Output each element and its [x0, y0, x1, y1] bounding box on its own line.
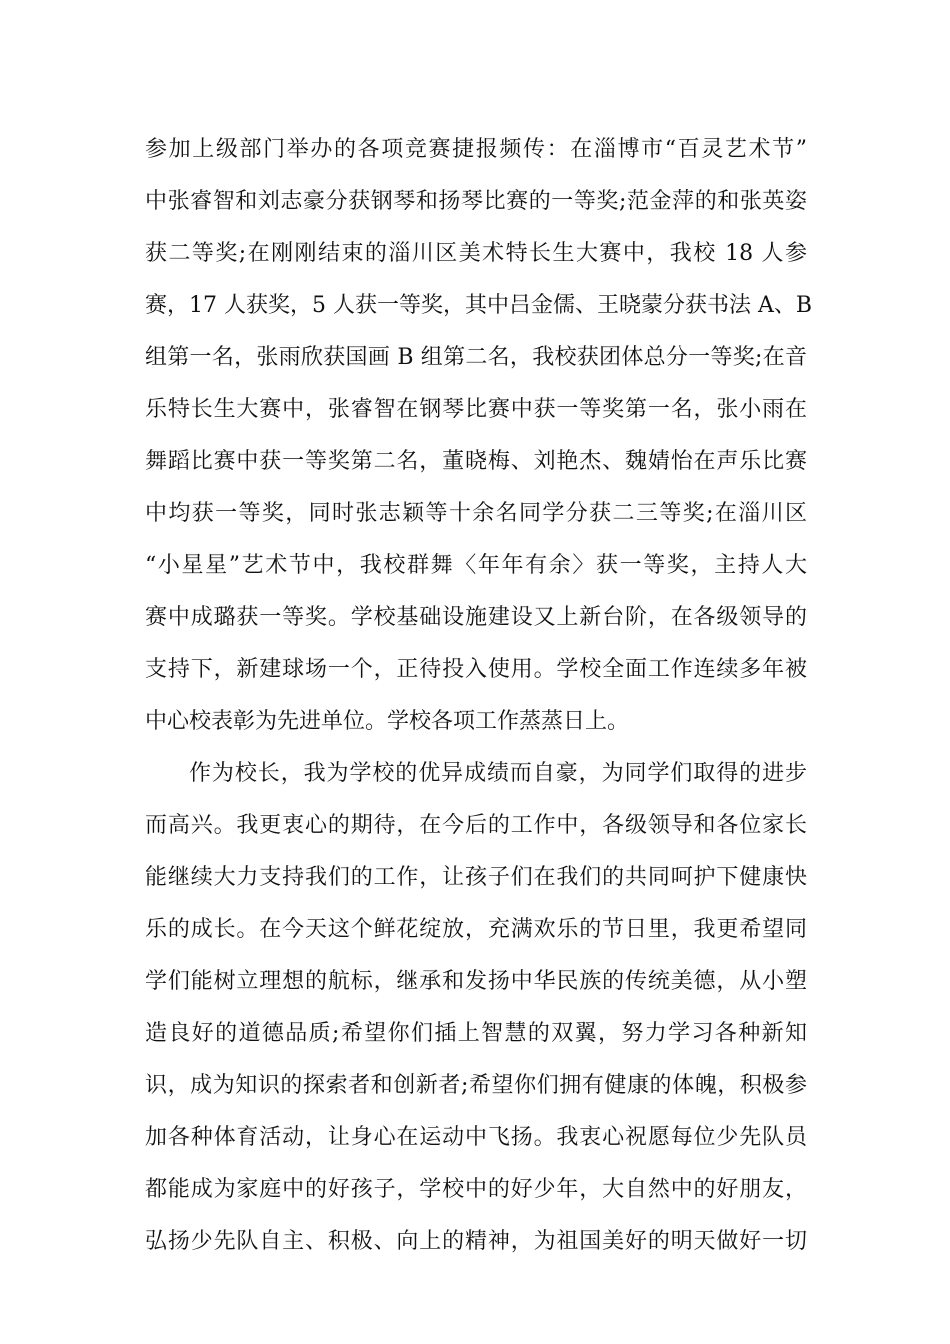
text-line: 而高兴。我更衷心的期待，在今后的工作中，各级领导和各位家长 — [145, 813, 807, 838]
text-line: 乐的成长。在今天这个鲜花绽放，充满欢乐的节日里，我更希望同 — [145, 917, 807, 942]
text-line: 加各种体育活动，让身心在运动中飞扬。我衷心祝愿每位少先队员 — [145, 1125, 807, 1150]
text-line: 弘扬少先队自主、积极、向上的精神，为祖国美好的明天做好一切 — [145, 1229, 807, 1254]
text-line: 赛中成璐获一等奖。学校基础设施建设又上新台阶，在各级领导的 — [145, 605, 807, 630]
text-line: 都能成为家庭中的好孩子，学校中的好少年，大自然中的好朋友， — [145, 1177, 807, 1202]
text-line: 中均获一等奖，同时张志颖等十余名同学分获二三等奖;在淄川区 — [145, 501, 807, 526]
paragraph-first-line: 作为校长，我为学校的优异成绩而自豪，为同学们取得的进步 — [189, 761, 807, 786]
text-line: 组第一名，张雨欣获国画 B 组第二名，我校获团体总分一等奖;在音 — [145, 345, 807, 370]
text-line: 中张睿智和刘志豪分获钢琴和扬琴比赛的一等奖;范金萍的和张英姿 — [145, 189, 807, 214]
text-line: 学们能树立理想的航标，继承和发扬中华民族的传统美德，从小塑 — [145, 969, 807, 994]
text-line: “小星星”艺术节中，我校群舞〈年年有余〉获一等奖，主持人大 — [145, 553, 807, 578]
text-line: 参加上级部门举办的各项竞赛捷报频传：在淄博市“百灵艺术节” — [145, 137, 807, 162]
text-line: 造良好的道德品质;希望你们插上智慧的双翼，努力学习各种新知 — [145, 1021, 807, 1046]
text-line: 舞蹈比赛中获一等奖第二名，董晓梅、刘艳杰、魏婧怡在声乐比赛 — [145, 449, 807, 474]
text-line: 乐特长生大赛中，张睿智在钢琴比赛中获一等奖第一名，张小雨在 — [145, 397, 807, 422]
text-line: 赛，17 人获奖，5 人获一等奖，其中吕金儒、王晓蒙分获书法 A、B — [145, 293, 813, 318]
text-line: 中心校表彰为先进单位。学校各项工作蒸蒸日上。 — [145, 709, 630, 734]
text-line: 能继续大力支持我们的工作，让孩子们在我们的共同呵护下健康快 — [145, 865, 807, 890]
text-line: 识，成为知识的探索者和创新者;希望你们拥有健康的体魄，积极参 — [145, 1073, 807, 1098]
text-line: 获二等奖;在刚刚结束的淄川区美术特长生大赛中，我校 18 人参 — [145, 241, 807, 266]
text-line: 支持下，新建球场一个，正待投入使用。学校全面工作连续多年被 — [145, 657, 807, 682]
